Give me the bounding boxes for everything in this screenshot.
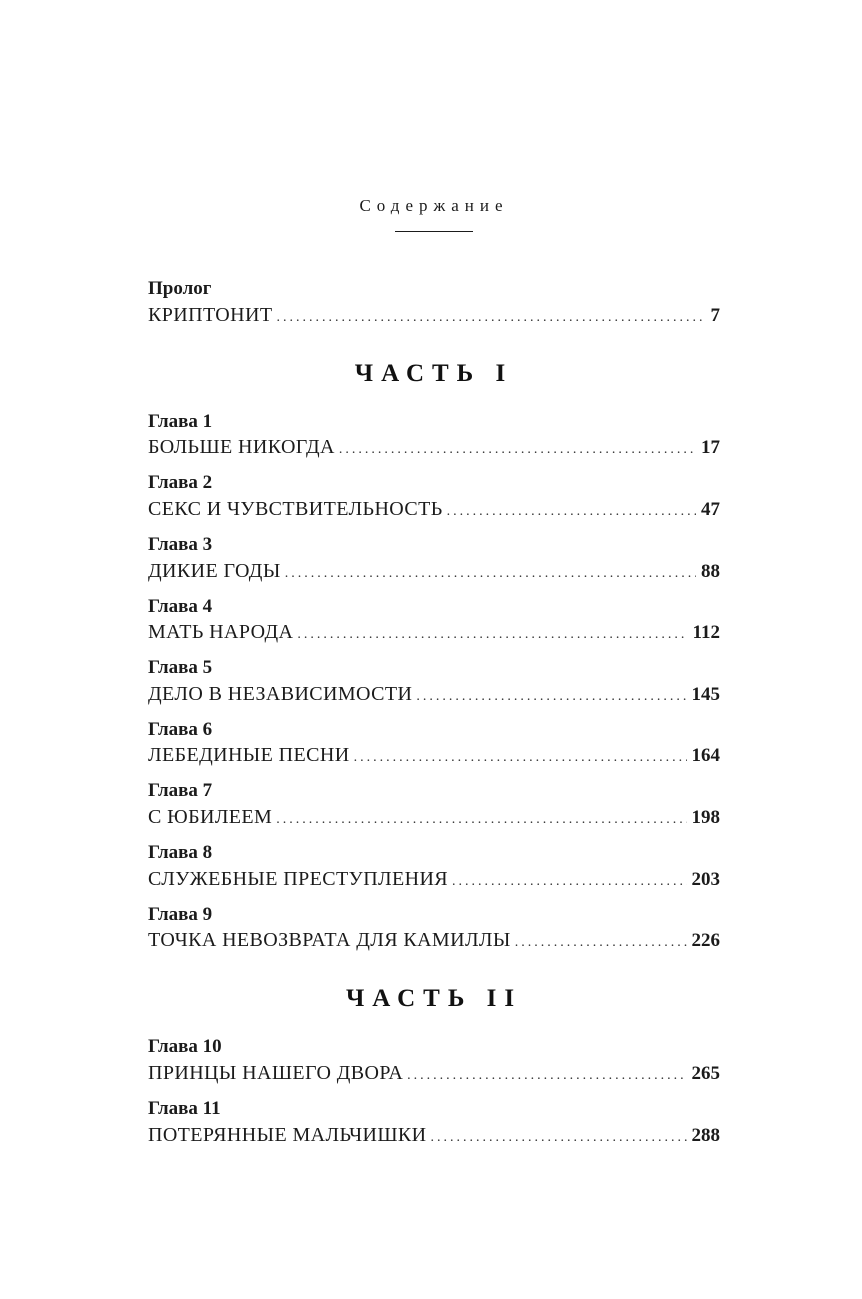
- chapter-title: ТОЧКА НЕВОЗВРАТА ДЛЯ КАМИЛЛЫ: [148, 929, 511, 952]
- toc-parts: [148, 360, 720, 1149]
- dot-leader: [407, 1060, 686, 1087]
- dot-leader: [431, 1122, 687, 1149]
- dot-leader: [276, 804, 686, 831]
- chapter-title: С ЮБИЛЕЕМ: [148, 806, 273, 829]
- chapter-label: Глава 10: [148, 1036, 222, 1058]
- page-number: 17: [701, 437, 720, 459]
- dot-leader: [416, 681, 686, 708]
- page-number: 112: [692, 622, 720, 644]
- chapter-label: Глава 11: [148, 1098, 221, 1120]
- chapter-title: СЕКС И ЧУВСТВИТЕЛЬНОСТЬ: [148, 497, 443, 520]
- page-number: 164: [691, 745, 720, 767]
- toc-entry: [148, 1034, 720, 1087]
- chapter-line: [148, 619, 720, 646]
- page-number: 145: [691, 683, 720, 705]
- chapter-label: Глава 1: [148, 410, 213, 432]
- chapter-line: [148, 866, 720, 893]
- dot-leader: [354, 742, 687, 769]
- toc-entry: [148, 594, 720, 647]
- toc-entry: [148, 717, 720, 770]
- chapter-title: ПОТЕРЯННЫЕ МАЛЬЧИШКИ: [148, 1123, 427, 1146]
- chapter-line: [148, 558, 720, 585]
- chapter-line: [148, 496, 720, 523]
- page-number: 288: [691, 1124, 720, 1146]
- chapter-label: Глава 4: [148, 595, 213, 617]
- dot-leader: [285, 558, 696, 585]
- chapter-line: [148, 1060, 720, 1087]
- title-divider: [395, 231, 473, 232]
- chapter-title: БОЛЬШЕ НИКОГДА: [148, 436, 335, 459]
- chapter-line: [148, 742, 720, 769]
- chapter-title: ДЕЛО В НЕЗАВИСИМОСТИ: [148, 682, 413, 705]
- dot-leader: [452, 866, 686, 893]
- chapter-label: Глава 9: [148, 903, 213, 925]
- toc: [148, 276, 720, 1149]
- chapter-line: [148, 681, 720, 708]
- chapter-title: СЛУЖЕБНЫЕ ПРЕСТУПЛЕНИЯ: [148, 867, 449, 890]
- page-number: 88: [701, 560, 720, 582]
- chapter-line: [148, 804, 720, 831]
- chapter-line: [148, 1122, 720, 1149]
- prologue-label: Пролог: [148, 278, 212, 299]
- page-number: 265: [691, 1063, 720, 1085]
- dot-leader: [515, 927, 687, 954]
- toc-entry: [148, 902, 720, 955]
- toc-entry: [148, 470, 720, 523]
- toc-entry: [148, 655, 720, 708]
- dot-leader: [297, 619, 687, 646]
- chapter-title: ЛЕБЕДИНЫЕ ПЕСНИ: [148, 744, 350, 767]
- chapter-label: Глава 3: [148, 533, 213, 555]
- chapter-label: Глава 8: [148, 842, 213, 864]
- chapter-title: МАТЬ НАРОДА: [148, 621, 294, 644]
- chapter-label: Глава 7: [148, 780, 213, 802]
- prologue-page-number: 7: [710, 304, 720, 326]
- page-title: Содержание: [359, 196, 509, 215]
- toc-entry: [148, 532, 720, 585]
- page-number: 47: [701, 498, 720, 520]
- toc-entry-prologue: [148, 276, 720, 329]
- toc-entry: [148, 409, 720, 462]
- prologue-title: КРИПТОНИТ: [148, 303, 273, 326]
- page-number: 226: [691, 930, 720, 952]
- dot-leader: [339, 434, 696, 461]
- chapter-line: [148, 434, 720, 461]
- toc-entry: [148, 840, 720, 893]
- dot-leader: [276, 302, 705, 329]
- part-heading: ЧАСТЬ I: [354, 359, 514, 387]
- toc-entry: [148, 1096, 720, 1149]
- page-number: 203: [691, 868, 720, 890]
- toc-entry: [148, 778, 720, 831]
- chapter-title: ДИКИЕ ГОДЫ: [148, 559, 281, 582]
- chapter-title: ПРИНЦЫ НАШЕГО ДВОРА: [148, 1062, 404, 1085]
- part-heading: ЧАСТЬ II: [345, 985, 523, 1013]
- chapter-label: Глава 5: [148, 657, 213, 679]
- dot-leader: [447, 496, 696, 523]
- page-number: 198: [691, 807, 720, 829]
- chapter-line: [148, 927, 720, 954]
- prologue-line: [148, 302, 720, 329]
- chapter-label: Глава 2: [148, 472, 213, 494]
- toc-header: [148, 196, 720, 232]
- chapter-label: Глава 6: [148, 718, 213, 740]
